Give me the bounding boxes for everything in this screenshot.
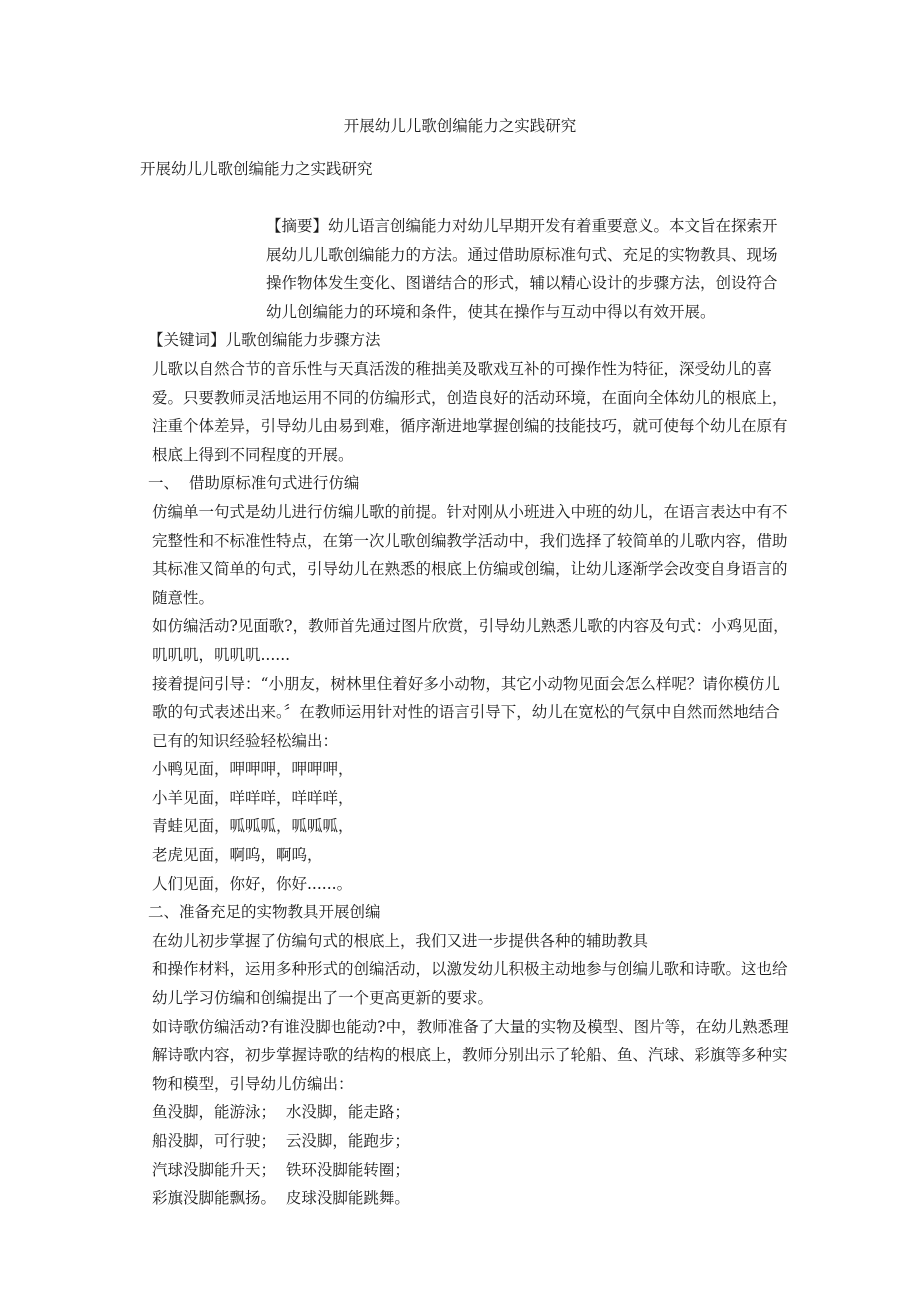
section-1-paragraph-3: 接着提问引导：“小朋友，树林里住着好多小动物，其它小动物见面会怎么样呢？请你模仿儿歌的句式表述出来。〞在教师运用针对性的语言引导下，幼儿在宽松的气氛中自然而然地结合已有的知识经验轻松编出： xyxy=(152,674,780,750)
document-subtitle: 开展幼儿儿歌创编能力之实践研究 xyxy=(140,160,373,178)
section-1-heading: 一、 借助原标准句式进行仿编 xyxy=(148,474,360,493)
poem-line: 船没脚，可行驶； 云没脚，能跑步； xyxy=(152,1132,410,1150)
section-2-paragraph-1: 在幼儿初步掌握了仿编句式的根底上，我们又进一步提供各种的辅助教具 xyxy=(152,931,649,950)
page-title: 开展幼儿儿歌创编能力之实践研究 xyxy=(343,117,577,135)
poem-line: 汽球没脚能升天； 铁环没脚能转圈； xyxy=(152,1160,410,1179)
section-2-paragraph-2: 和操作材料，运用多种形式的创编活动，以激发幼儿积极主动地参与创编儿歌和诗歌。这也给幼儿学习仿编和创编提出了一个更高更新的要求。 xyxy=(152,960,788,1008)
poem-line: 小鸭见面，呷呷呷，呷呷呷， xyxy=(152,760,354,779)
keywords-line: 【关键词】儿歌创编能力步骤方法 xyxy=(148,331,381,350)
poem-line: 彩旗没脚能飘扬。 皮球没脚能跳舞。 xyxy=(152,1189,410,1208)
poem-line: 老虎见面，啊呜，啊呜， xyxy=(152,846,323,865)
section-1-paragraph-2: 如仿编活动?见面歌?，教师首先通过图片欣赏，引导幼儿熟悉儿歌的内容及句式：小鸡见面，叽叽叽，叽叽叽...... xyxy=(152,617,789,664)
section-2-heading: 二、准备充足的实物教具开展创编 xyxy=(148,903,381,922)
poem-line: 鱼没脚，能游泳； 水没脚，能走路； xyxy=(152,1103,410,1122)
intro-paragraph: 儿歌以自然合节的音乐性与天真活泼的稚拙美及歌戏互补的可操作性为特征，深受幼儿的喜爱。只要教师灵活地运用不同的仿编形式，创造良好的活动环境，在面向全体幼儿的根底上，注重个体差异，引导幼儿由易到难，循序渐进地掌握创编的技能技巧，就可使每个幼儿在原有根底上得到不同程度的开展。 xyxy=(152,359,788,464)
poem-line: 人们见面，你好，你好......。 xyxy=(152,874,353,893)
section-2-paragraph-3: 如诗歌仿编活动?有谁没脚也能动?中，教师准备了大量的实物及模型、图片等，在幼儿熟悉理解诗歌内容，初步掌握诗歌的结构的根底上，教师分别出示了轮船、鱼、汽球、彩旗等多种实物和模型，引导幼儿仿编出： xyxy=(152,1017,789,1093)
section-1-paragraph-1: 仿编单一句式是幼儿进行仿编儿歌的前提。针对刚从小班进入中班的幼儿，在语言表达中有不完整性和不标准性特点，在第一次儿歌创编教学活动中，我们选择了较简单的儿歌内容，借助其标准又简单的句式，引导幼儿在熟悉的根底上仿编或创编，让幼儿逐渐学会改变自身语言的随意性。 xyxy=(152,502,788,607)
document-body xyxy=(140,212,790,1213)
abstract-paragraph: 【摘要】幼儿语言创编能力对幼儿早期开发有着重要意义。本文旨在探索开展幼儿儿歌创编能力的方法。通过借助原标准句式、充足的实物教具、现场操作物体发生变化、图谱结合的形式，辅以精心设计的步骤方法，创设符合幼儿创编能力的环境和条件，使其在操作与互动中得以有效开展。 xyxy=(266,217,778,321)
poem-line: 青蛙见面，呱呱呱，呱呱呱， xyxy=(152,817,354,836)
poem-line: 小羊见面，咩咩咩，咩咩咩， xyxy=(152,788,354,807)
